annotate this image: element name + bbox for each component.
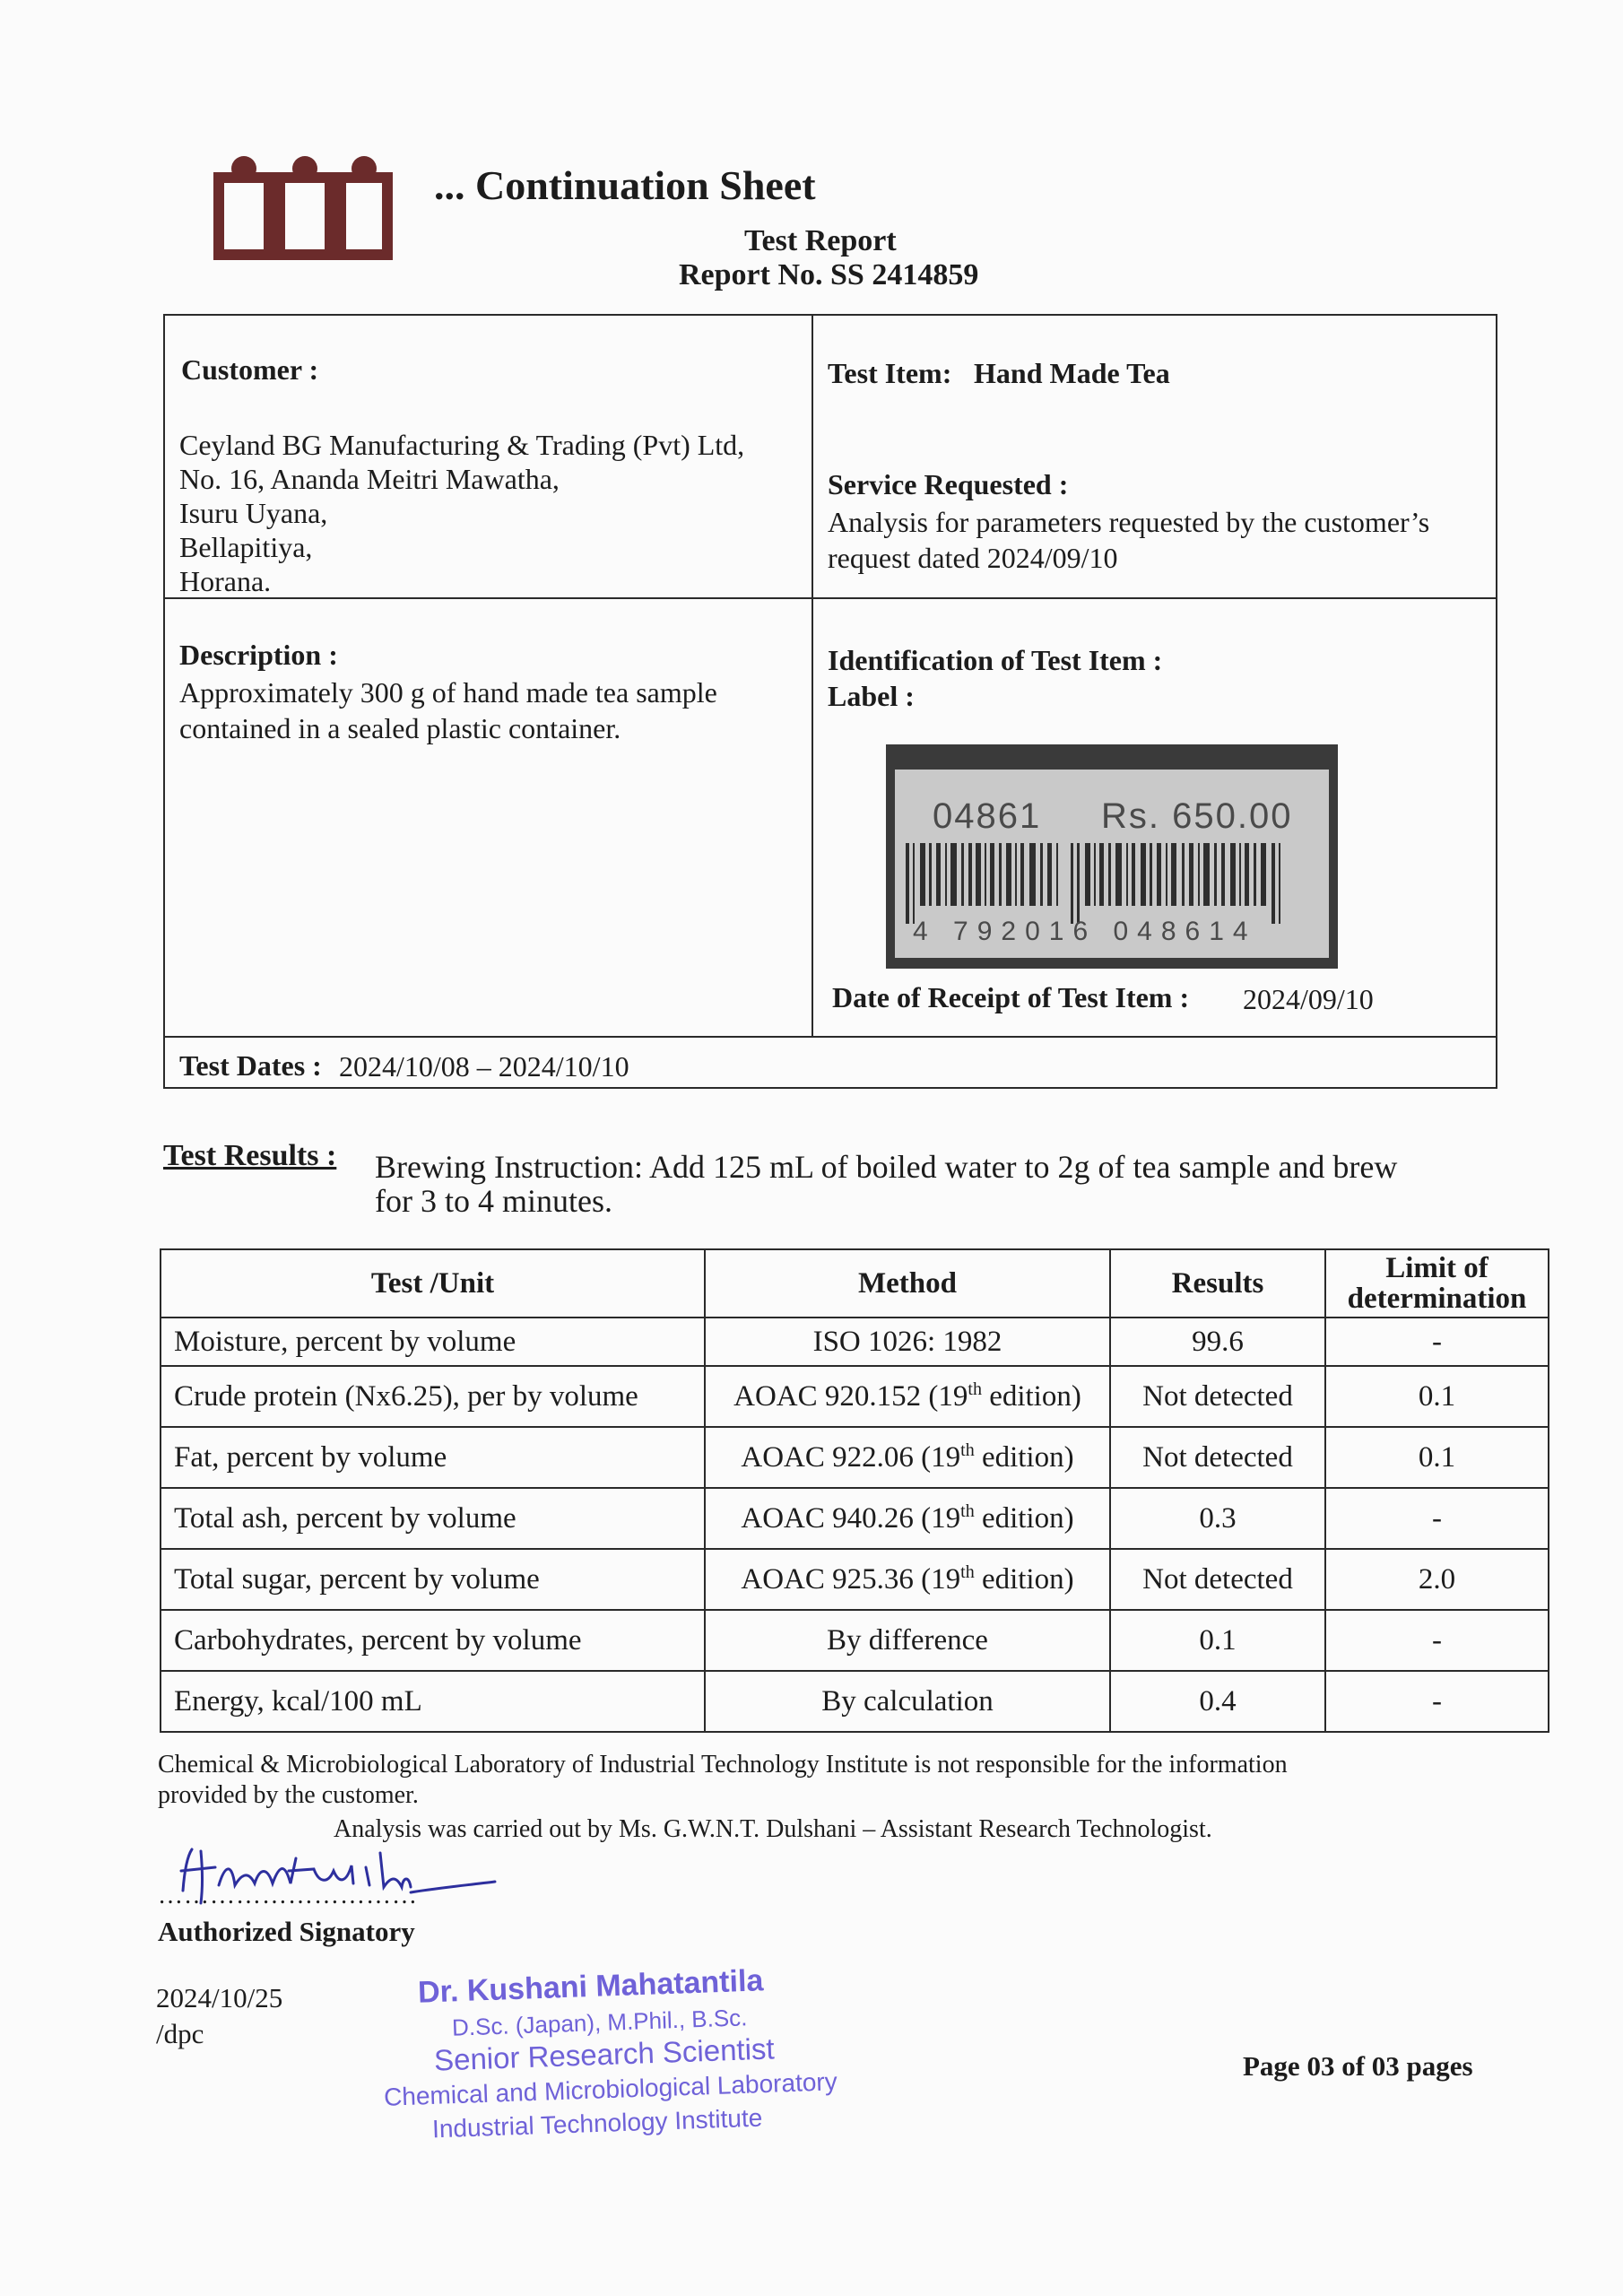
table-row	[161, 1366, 1549, 1427]
test-dates-value: 2024/10/08 – 2024/10/10	[339, 1050, 629, 1083]
grid-line	[163, 314, 165, 1089]
result-cell: 0.3	[1110, 1488, 1325, 1549]
grid-line	[163, 1087, 1497, 1089]
receipt-heading: Date of Receipt of Test Item :	[832, 981, 1190, 1013]
grid-line	[812, 314, 813, 1037]
test-cell: Total ash, percent by volume	[161, 1488, 705, 1549]
limit-cell: -	[1325, 1488, 1549, 1549]
test-cell: Carbohydrates, percent by volume	[161, 1610, 705, 1671]
test-cell: Crude protein (Nx6.25), per by volume	[161, 1366, 705, 1427]
brewing-instruction-line: Brewing Instruction: Add 125 mL of boiled water to 2g of tea sample and brew	[375, 1149, 1398, 1185]
report-date: 2024/10/25	[156, 1982, 283, 2013]
service-line: request dated 2024/09/10	[828, 542, 1118, 574]
column-header-limit: Limit of determination	[1325, 1249, 1549, 1318]
table-row	[161, 1671, 1549, 1732]
stamp-name: Dr. Kushani Mahatantila	[417, 1963, 764, 2010]
test-item-value: Hand Made Tea	[974, 357, 1170, 389]
authorized-signatory-label: Authorized Signatory	[158, 1916, 415, 1947]
table-row	[161, 1610, 1549, 1671]
label-heading: Label :	[828, 680, 915, 712]
result-cell: 0.1	[1110, 1610, 1325, 1671]
limit-cell: 0.1	[1325, 1427, 1549, 1488]
result-cell: 0.4	[1110, 1671, 1325, 1732]
grid-line	[163, 314, 1497, 316]
results-table	[160, 1248, 1549, 1733]
customer-heading: Customer :	[181, 353, 319, 386]
table-row	[161, 1549, 1549, 1610]
identification-heading: Identification of Test Item :	[828, 644, 1163, 676]
result-cell: Not detected	[1110, 1549, 1325, 1610]
continuation-sheet-title: ... Continuation Sheet	[434, 162, 816, 208]
brewing-instruction-line: for 3 to 4 minutes.	[375, 1183, 612, 1219]
grid-line	[163, 1036, 1497, 1038]
stamp-institute: Industrial Technology Institute	[431, 2103, 763, 2144]
stamp-title: Senior Research Scientist	[433, 2031, 776, 2077]
column-header-results: Results	[1110, 1249, 1325, 1318]
table-header-row	[161, 1249, 1549, 1318]
customer-line: Bellapitiya,	[179, 531, 313, 563]
label-price: Rs. 650.00	[1101, 796, 1293, 836]
column-header-method: Method	[705, 1249, 1110, 1318]
receipt-date: 2024/09/10	[1243, 983, 1374, 1015]
test-cell: Moisture, percent by volume	[161, 1318, 705, 1366]
customer-line: Ceyland BG Manufacturing & Trading (Pvt) Ltd,	[179, 429, 745, 461]
test-item-heading: Test Item:	[828, 357, 952, 389]
limit-cell: -	[1325, 1671, 1549, 1732]
limit-cell: -	[1325, 1610, 1549, 1671]
disclaimer-line: Chemical & Microbiological Laboratory of Industrial Technology Institute is not responsible for the information	[158, 1751, 1288, 1779]
description-heading: Description :	[179, 639, 338, 671]
customer-line: Horana.	[179, 565, 272, 597]
page-number: Page 03 of 03 pages	[1243, 2050, 1473, 2082]
label-code: 04861	[933, 796, 1042, 836]
result-cell: Not detected	[1110, 1366, 1325, 1427]
stamp-lab: Chemical and Microbiological Laboratory	[383, 2067, 838, 2111]
signature-dots: …………………………	[158, 1882, 418, 1909]
description-line: contained in a sealed plastic container.	[179, 712, 621, 744]
stamp-degrees: D.Sc. (Japan), M.Phil., B.Sc.	[451, 2004, 748, 2041]
analyst-statement: Analysis was carried out by Ms. G.W.N.T. Dulshani – Assistant Research Technologist.	[334, 1815, 1212, 1843]
method-cell: By calculation	[705, 1671, 1110, 1732]
report-title: Test Report	[744, 224, 897, 257]
method-cell: AOAC 920.152 (19th edition)	[705, 1366, 1110, 1427]
service-heading: Service Requested :	[828, 468, 1069, 500]
grid-line	[163, 597, 1497, 599]
description-line: Approximately 300 g of hand made tea sample	[179, 676, 717, 709]
barcode-number: 4 792016 048614	[913, 917, 1257, 946]
customer-line: No. 16, Ananda Meitri Mawatha,	[179, 463, 560, 495]
test-dates-heading: Test Dates :	[179, 1049, 322, 1082]
preparer-initials: /dpc	[156, 2018, 204, 2049]
method-cell: AOAC 922.06 (19th edition)	[705, 1427, 1110, 1488]
barcode-icon	[895, 843, 1329, 924]
table-row	[161, 1427, 1549, 1488]
test-cell: Energy, kcal/100 mL	[161, 1671, 705, 1732]
method-cell: AOAC 925.36 (19th edition)	[705, 1549, 1110, 1610]
service-line: Analysis for parameters requested by the customer’s	[828, 506, 1430, 538]
method-cell: AOAC 940.26 (19th edition)	[705, 1488, 1110, 1549]
table-row	[161, 1318, 1549, 1366]
test-cell: Fat, percent by volume	[161, 1427, 705, 1488]
grid-line	[1496, 314, 1497, 1089]
method-cell: ISO 1026: 1982	[705, 1318, 1110, 1366]
test-results-heading: Test Results :	[163, 1139, 337, 1172]
method-cell: By difference	[705, 1610, 1110, 1671]
report-number: Report No. SS 2414859	[679, 258, 979, 291]
limit-cell: 2.0	[1325, 1549, 1549, 1610]
test-cell: Total sugar, percent by volume	[161, 1549, 705, 1610]
limit-cell: -	[1325, 1318, 1549, 1366]
result-cell: Not detected	[1110, 1427, 1325, 1488]
table-row	[161, 1488, 1549, 1549]
column-header-test: Test /Unit	[161, 1249, 705, 1318]
result-cell: 99.6	[1110, 1318, 1325, 1366]
customer-line: Isuru Uyana,	[179, 497, 328, 529]
product-label-image	[886, 744, 1338, 969]
iti-logo	[212, 151, 395, 262]
limit-cell: 0.1	[1325, 1366, 1549, 1427]
disclaimer-line: provided by the customer.	[158, 1781, 419, 1809]
